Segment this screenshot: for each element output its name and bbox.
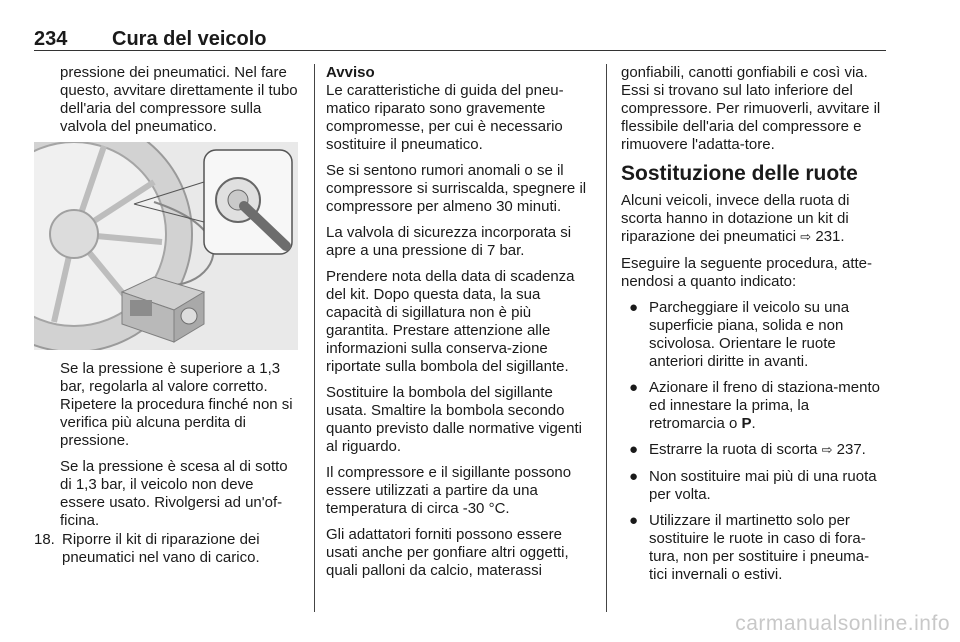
gear-label: P: [741, 415, 752, 432]
page-reference[interactable]: 231.: [815, 228, 845, 245]
compressor-illustration: [34, 142, 298, 350]
section-intro: Alcuni veicoli, invece della ruota di scorta hanno in dotazione un kit di riparazione dei pneumatici ⇨ 231.: [621, 192, 850, 245]
step-number: 18.: [34, 531, 55, 548]
bullet-icon: ●: [629, 512, 639, 529]
pressure-high-paragraph: Se la pressione è superiore a 1,3 bar, regolarla al valore corretto. Ripetere la procedura finché non si verifica più alcuna perdita di pressione.: [60, 360, 293, 449]
section-heading: Sostituzione delle ruote: [621, 162, 858, 185]
bullet-icon: ●: [629, 441, 639, 458]
column-1: [60, 64, 302, 144]
col3-continuation: gonfiabili, canotti gonfiabili e così via. Essi si trovano sul lato inferiore del compressore. Per rimuoverli, avvitare il flessibile dell'aria del compressore e rimuovere l'adatta-tore.: [621, 64, 881, 153]
col1-intro: pressione dei pneumatici. Nel fare questo, avvitare direttamente il tubo dell'aria del compressore sulla valvola del pneumatico.: [60, 64, 298, 135]
notice-paragraph-4: Prendere nota della data di scadenza del kit. Dopo questa data, la sua capacità di sigillatura non è più garantita. Prestare attenzione alle informazioni sulla conserva-zione riportate sulla bombola del sigillante.: [326, 268, 575, 375]
column-3: [621, 64, 886, 592]
bullet-icon: ●: [629, 468, 639, 485]
notice-paragraph-7: Gli adattatori forniti possono essere usati anche per gonfiare altri oggetti, quali palloni da calcio, materassi: [326, 526, 569, 579]
column-divider-2: [606, 64, 607, 612]
header-rule: [34, 50, 886, 51]
list-item: ● Parcheggiare il veicolo su una superficie piana, solida e non scivolosa. Orientare le ruote anteriori diritte in avanti.: [629, 299, 850, 370]
list-item: ● Non sostituire mai più di una ruota per volta.: [629, 468, 877, 503]
page-reference[interactable]: 237.: [836, 441, 866, 458]
page-reference-icon: ⇨: [821, 443, 833, 458]
procedure-list: [621, 299, 886, 584]
notice-paragraph-1: Le caratteristiche di guida del pneu-matico riparato sono gravemente compromesse, per cui è necessario sostituire il pneumatico.: [326, 82, 564, 153]
column-2: [326, 64, 592, 588]
page-title: Cura del veicolo: [112, 28, 267, 50]
list-item: ● Utilizzare il martinetto solo per sostituire le ruote in caso di fora-tura, non per sostituire i pneuma-tici invernali o estivi.: [629, 512, 870, 583]
list-item: ● Estrarre la ruota di scorta ⇨ 237.: [629, 441, 866, 458]
pressure-low-paragraph: Se la pressione è scesa al di sotto di 1,3 bar, il veicolo non deve essere usato. Rivolgersi ad un'of-ficina.: [60, 458, 288, 529]
page-header: [34, 28, 267, 51]
notice-paragraph-5: Sostituire la bombola del sigillante usata. Smaltire la bombola secondo quanto previsto dalle normative vigenti al riguardo.: [326, 384, 582, 455]
step-text: Riporre il kit di riparazione dei pneumatici nel vano di carico.: [62, 531, 260, 566]
notice-paragraph-2: Se si sentono rumori anomali o se il compressore si surriscalda, spegnere il compressore per almeno 30 minuti.: [326, 162, 587, 215]
bullet-icon: ●: [629, 299, 639, 316]
column-1-lower: [60, 360, 300, 538]
page-number: 234: [34, 28, 68, 50]
watermark: carmanualsonline.info: [735, 612, 950, 635]
notice-paragraph-3: La valvola di sicurezza incorporata si apre a una pressione di 7 bar.: [326, 224, 572, 259]
step-18: [34, 531, 304, 567]
page-reference-icon: ⇨: [800, 230, 812, 245]
list-item: ● Azionare il freno di staziona-mento ed innestare la prima, la retromarcia o P.: [629, 379, 880, 432]
notice-title: Avviso: [326, 64, 375, 81]
procedure-intro: Eseguire la seguente procedura, atte-nendosi a quanto indicato:: [621, 255, 872, 290]
bullet-icon: ●: [629, 379, 639, 396]
column-divider-1: [314, 64, 315, 612]
notice-paragraph-6: Il compressore e il sigillante possono essere utilizzati a partire da una temperatura di circa -30 °C.: [326, 464, 572, 517]
